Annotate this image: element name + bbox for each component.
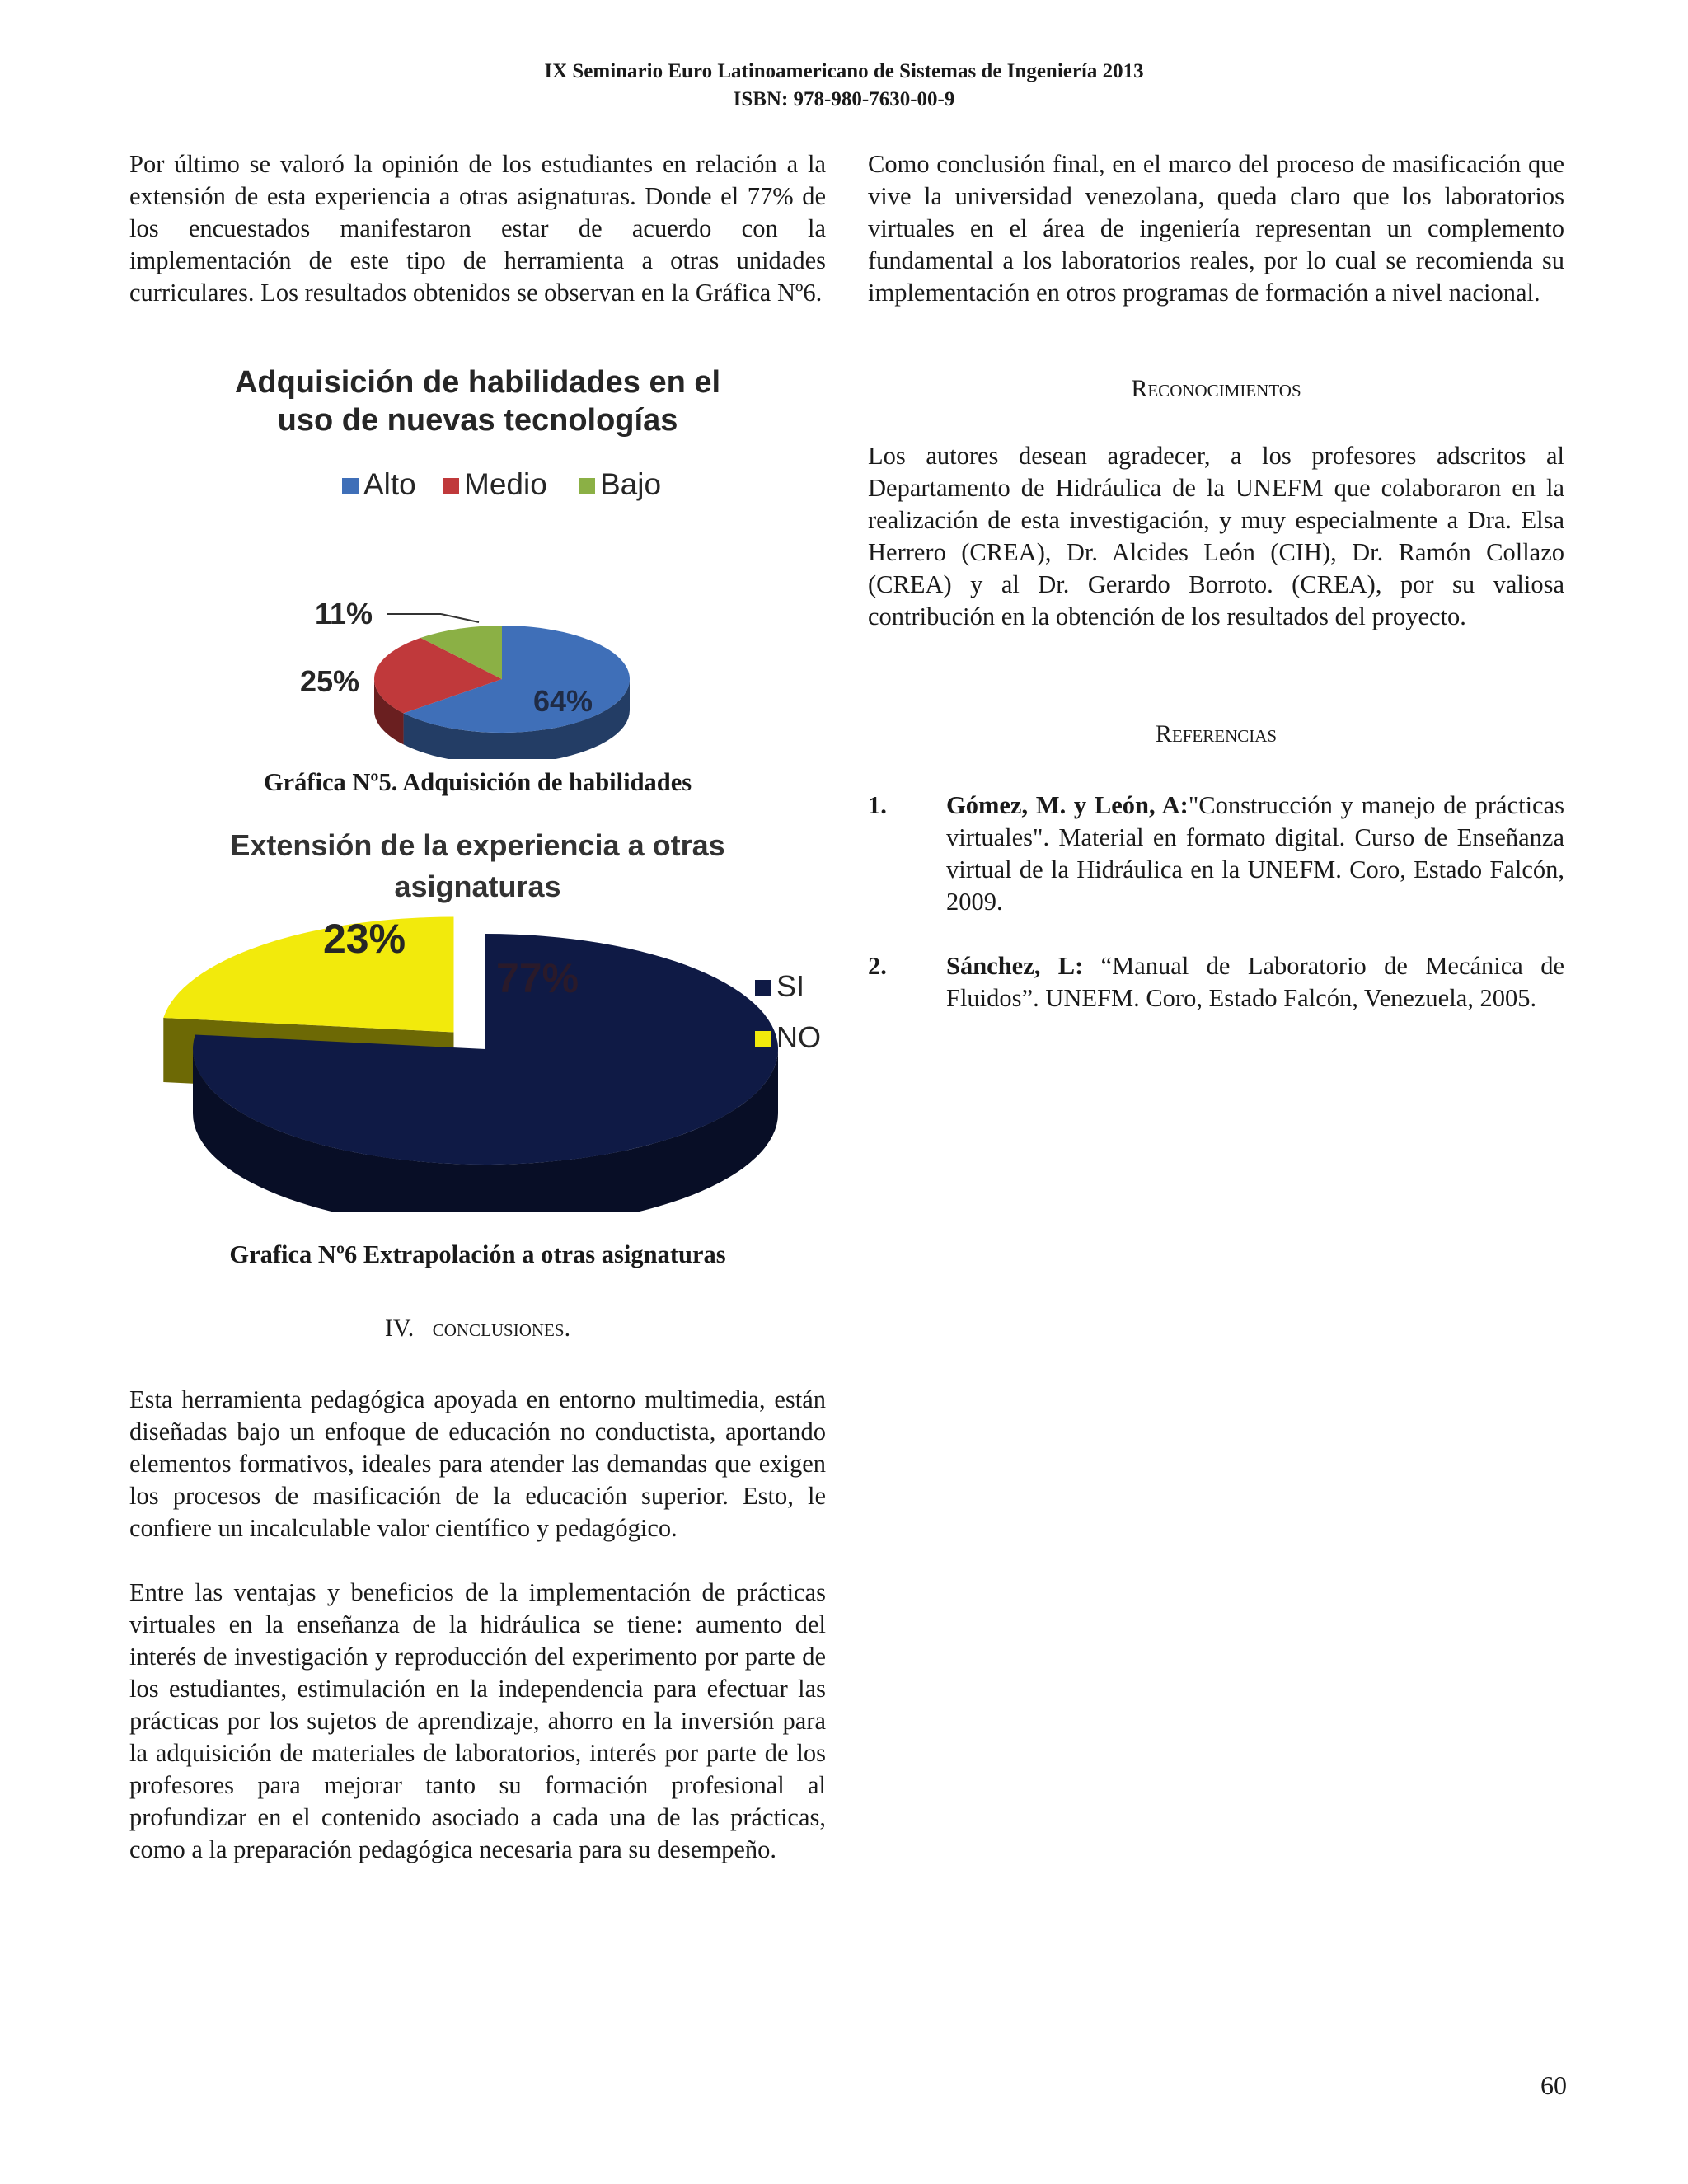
acknowledgements-heading: Reconocimientos: [1131, 375, 1301, 402]
data-label-bajo: 11%: [315, 597, 373, 630]
reference-author: Gómez, M. y León, A:: [946, 791, 1189, 819]
chart-extension: [129, 825, 826, 1212]
paragraph-acknowledgements: Los autores desean agradecer, a los profesores adscritos al Departamento de Hidráulica de la UNEFM que colaboraron en la realización de esta investigación, y muy especialmente a Dra. Elsa Herrero (CREA), Dr. Alcides León (CIH), Dr. Ramón Collazo (CREA) y al Dr. Gerardo Borroto. (CREA), por su valiosa contribución en la obtención de los resultados del proyecto.: [868, 442, 1564, 630]
paragraph-conclusion-1: Esta herramienta pedagógica apoyada en entorno multimedia, están diseñadas bajo un enfoque de educación no conductista, aportando elementos formativos, ideales para atender las demandas que exigen los procesos de masificación de la educación superior. Esto, le confiere un incalculable valor científico y pedagógico.: [129, 1385, 826, 1542]
data-label-no: 23%: [323, 916, 406, 962]
header-line-1: IX Seminario Euro Latinoamericano de Sistemas de Ingeniería 2013: [544, 60, 1144, 82]
paragraph-extension: Por último se valoró la opinión de los estudiantes en relación a la extensión de esta experiencia a otras asignaturas. Donde el 77% de los encuestados manifestaron estar de acuerdo con la implementación de este tipo de herramienta a otras unidades curriculares. Los resultados obtenidos se observan en la Gráfica Nº6.: [129, 150, 826, 307]
right-column: [868, 148, 1564, 1015]
page-number: 60: [1540, 2070, 1567, 2100]
legend-label-alto: Alto: [363, 467, 416, 501]
legend-swatch-alto: [342, 478, 359, 494]
chart5-title-line1: Adquisición de habilidades en el: [234, 365, 721, 400]
chart6-title-line1: Extensión de la experiencia a otras: [230, 828, 725, 862]
reference-number: 2.: [868, 952, 887, 980]
chart-habilidades: [129, 363, 826, 759]
caption-chart6: Grafica Nº6 Extrapolación a otras asignaturas: [229, 1240, 726, 1268]
conclusions-number: IV.: [384, 1315, 415, 1342]
chart6-svg: [129, 825, 826, 1212]
reference-number: 1.: [868, 791, 887, 819]
legend-label-medio: Medio: [464, 467, 547, 501]
reference-text: [946, 950, 1564, 1015]
reference-item: [868, 950, 1564, 1015]
running-header: [0, 58, 1688, 114]
reference-body: "Construcción y manejo de prácticas virtuales". Material en formato digital. Curso de Enseñanza virtual de la Hidráulica en la UNEFM. Coro, Estado Falcón, 2009.: [946, 791, 1564, 916]
reference-author: Sánchez, L:: [946, 952, 1084, 980]
reference-text: [946, 790, 1564, 918]
paragraph-final-conclusion: Como conclusión final, en el marco del proceso de masificación que vive la universidad venezolana, queda claro que los laboratorios virtuales en el área de ingeniería representan un complemento fundamental a los laboratorios reales, por lo cual se recomienda su implementación en otros programas de formación a nivel nacional.: [868, 150, 1564, 307]
pie-slice-no: [163, 916, 453, 1032]
paragraph-conclusion-2: Entre las ventajas y beneficios de la implementación de prácticas virtuales en la enseñanza de la hidráulica se tiene: aumento del interés de investigación y reproducción del experimento por parte de los estudiantes, estimulación en la independencia para efectuar las prácticas por los sujetos de aprendizaje, ahorro en la inversión para la adquisición de materiales de laboratorios, interés por parte de los profesores para mejorar tanto su formación profesional al profundizar en el contenido asociado a cada una de las prácticas, como a la preparación pedagógica necesaria para su desempeño.: [129, 1578, 826, 1863]
chart6-title-line2: asignaturas: [394, 869, 561, 903]
header-line-2: ISBN: 978-980-7630-00-9: [733, 88, 955, 110]
legend-label-bajo: Bajo: [600, 467, 662, 501]
leader-line-bajo: [441, 614, 479, 622]
chart5-title-line2: uso de nuevas tecnologías: [277, 403, 678, 438]
legend-swatch-no: [755, 1031, 771, 1047]
conclusions-heading: [129, 1312, 826, 1344]
conclusions-title: conclusiones.: [432, 1315, 571, 1342]
data-label-alto: 64%: [533, 684, 593, 718]
chart5-svg: [129, 363, 826, 759]
legend-label-si: SI: [776, 969, 805, 1003]
data-label-medio: 25%: [300, 664, 360, 698]
references-heading: Referencias: [1155, 720, 1278, 748]
legend-swatch-medio: [443, 478, 459, 494]
legend-label-no: NO: [776, 1020, 821, 1054]
reference-item: [868, 790, 1564, 918]
caption-chart5: Gráfica Nº5. Adquisición de habilidades: [263, 768, 692, 796]
left-column: [129, 148, 826, 1866]
legend-swatch-si: [755, 980, 771, 996]
reference-body: “Manual de Laboratorio de Mecánica de Fluidos”. UNEFM. Coro, Estado Falcón, Venezuela, 2005.: [946, 952, 1564, 1012]
data-label-si: 77%: [496, 955, 579, 1001]
legend-swatch-bajo: [579, 478, 595, 494]
